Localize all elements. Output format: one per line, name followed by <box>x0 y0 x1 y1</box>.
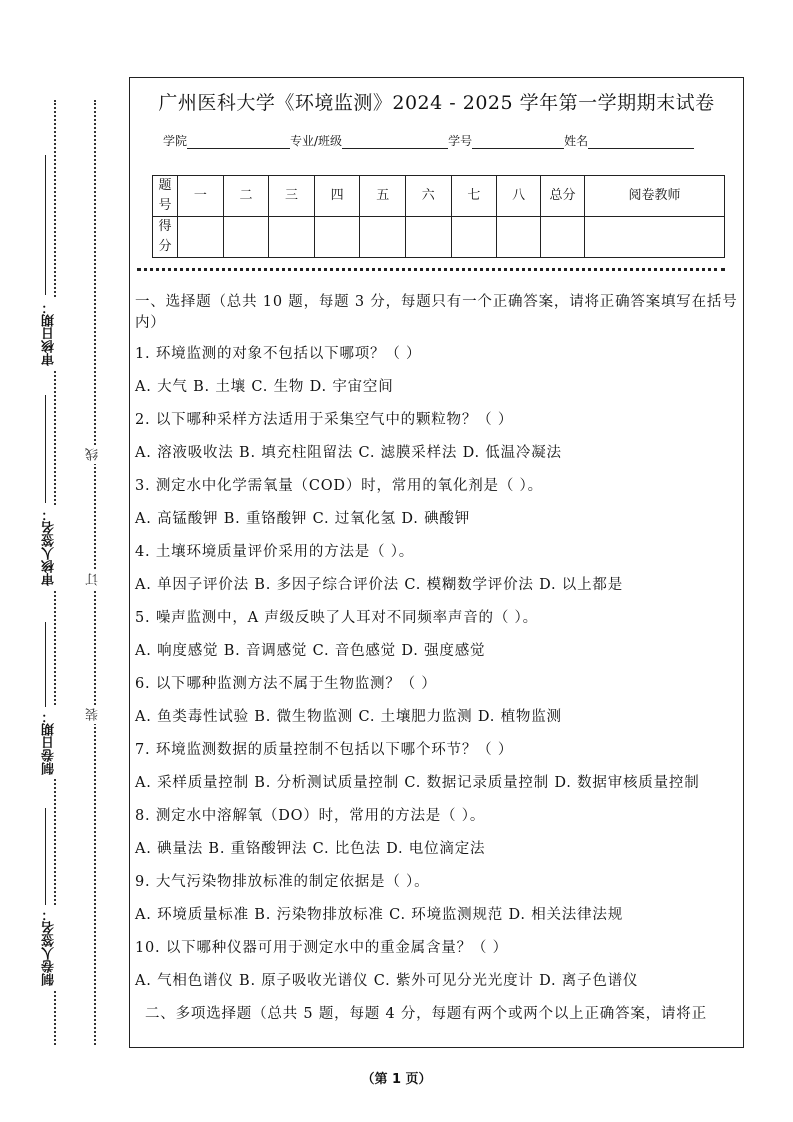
reviewer-signature-line <box>45 395 46 503</box>
options-8: A. 碘量法 B. 重铬酸钾法 C. 比色法 D. 电位滴定法 <box>135 841 486 857</box>
score-label: 得分 <box>153 217 178 258</box>
score-cell[interactable] <box>497 217 541 258</box>
question-1: 1. 环境监测的对象不包括以下哪项？（ ） <box>135 346 422 362</box>
maker-date-label: 制卷日期： <box>40 707 68 778</box>
grader-cell[interactable] <box>584 217 724 258</box>
options-7: A. 采样质量控制 B. 分析测试质量控制 C. 数据记录质量控制 D. 数据审核质量控制 <box>135 775 700 791</box>
column-header: 四 <box>314 176 360 217</box>
score-table <box>152 175 725 258</box>
name-field[interactable] <box>588 136 694 149</box>
binding-margin <box>0 0 128 1122</box>
question-8: 8. 测定水中溶解氧（DO）时，常用的方法是（ ）。 <box>135 808 486 824</box>
student-id-field[interactable] <box>472 136 564 149</box>
grader-header: 阅卷教师 <box>584 176 724 217</box>
exam-content <box>135 292 739 1025</box>
page-number: （第 1 页） <box>361 1072 432 1087</box>
student-id-label: 学号 <box>448 134 473 148</box>
name-label: 姓名 <box>564 134 589 148</box>
section2-heading: 二、多项选择题（总共 5 题，每题 4 分，每题有两个或两个以上正确答案，请将正 <box>145 1006 707 1022</box>
score-cell[interactable] <box>269 217 315 258</box>
dotted-separator <box>137 268 725 271</box>
maker-signature-label: 制卷人签名： <box>40 905 68 989</box>
score-table-score-row <box>153 217 725 258</box>
score-cell[interactable] <box>360 217 406 258</box>
bind-mark-bind: 装 <box>84 705 104 724</box>
college-label: 学院 <box>163 134 188 148</box>
major-label: 专业/班级 <box>290 134 343 148</box>
exam-title: 广州医科大学《环境监测》2024 - 2025 学年第一学期期末试卷 <box>158 92 715 114</box>
question-5: 5. 噪声监测中，A 声级反映了人耳对不同频率声音的（ ）。 <box>135 610 538 626</box>
total-score-header: 总分 <box>541 176 585 217</box>
major-field[interactable] <box>342 136 448 149</box>
question-6: 6. 以下哪种监测方法不属于生物监测？（ ） <box>135 676 437 692</box>
score-cell[interactable] <box>223 217 269 258</box>
column-header: 七 <box>451 176 497 217</box>
column-header: 二 <box>223 176 269 217</box>
question-4: 4. 土壤环境质量评价采用的方法是（ ）。 <box>135 544 415 560</box>
score-table-header-row <box>153 176 725 217</box>
column-header: 八 <box>497 176 541 217</box>
options-10: A. 气相色谱仪 B. 原子吸收光谱仪 C. 紫外可见分光光度计 D. 离子色谱仪 <box>135 973 639 989</box>
maker-signature-line <box>45 808 46 908</box>
options-5: A. 响度感觉 B. 音调感觉 C. 音色感觉 D. 强度感觉 <box>135 643 486 659</box>
total-score-cell[interactable] <box>541 217 585 258</box>
column-header: 六 <box>405 176 451 217</box>
bind-mark-line: 线 <box>84 445 104 464</box>
options-1: A. 大气 B. 土壤 C. 生物 D. 宇宙空间 <box>135 379 394 395</box>
question-2: 2. 以下哪种采样方法适用于采集空气中的颗粒物？（ ） <box>135 412 514 428</box>
column-header: 一 <box>178 176 224 217</box>
bind-mark-staple: 订 <box>84 570 104 589</box>
column-header: 三 <box>269 176 315 217</box>
score-cell[interactable] <box>314 217 360 258</box>
review-date-label: 审核日期： <box>40 298 68 369</box>
score-cell[interactable] <box>451 217 497 258</box>
score-cell[interactable] <box>178 217 224 258</box>
options-3: A. 高锰酸钾 B. 重铬酸钾 C. 过氧化氢 D. 碘酸钾 <box>135 511 471 527</box>
maker-date-line <box>45 622 46 710</box>
exam-frame <box>129 77 744 1048</box>
options-6: A. 鱼类毒性试验 B. 微生物监测 C. 土壤肥力监测 D. 植物监测 <box>135 709 562 725</box>
reviewer-signature-label: 审核人签名： <box>40 505 68 589</box>
question-9: 9. 大气污染物排放标准的制定依据是（ ）。 <box>135 874 430 890</box>
question-10: 10. 以下哪种仪器可用于测定水中的重金属含量？（ ） <box>135 940 508 956</box>
student-info-fields <box>163 132 694 149</box>
review-date-line <box>45 155 46 295</box>
question-number-label: 题号 <box>153 176 178 217</box>
question-3: 3. 测定水中化学需氧量（COD）时，常用的氧化剂是（ ）。 <box>135 478 543 494</box>
score-cell[interactable] <box>405 217 451 258</box>
section1-heading: 一、选择题（总共 10 题，每题 3 分，每题只有一个正确答案，请将正确答案填写在括号内） <box>135 294 738 331</box>
options-2: A. 溶液吸收法 B. 填充柱阻留法 C. 滤膜采样法 D. 低温冷凝法 <box>135 445 562 461</box>
column-header: 五 <box>360 176 406 217</box>
question-7: 7. 环境监测数据的质量控制不包括以下哪个环节？（ ） <box>135 742 514 758</box>
college-field[interactable] <box>187 136 290 149</box>
options-9: A. 环境质量标准 B. 污染物排放标准 C. 环境监测规范 D. 相关法律法规 <box>135 907 624 923</box>
options-4: A. 单因子评价法 B. 多因子综合评价法 C. 模糊数学评价法 D. 以上都是 <box>135 577 624 593</box>
